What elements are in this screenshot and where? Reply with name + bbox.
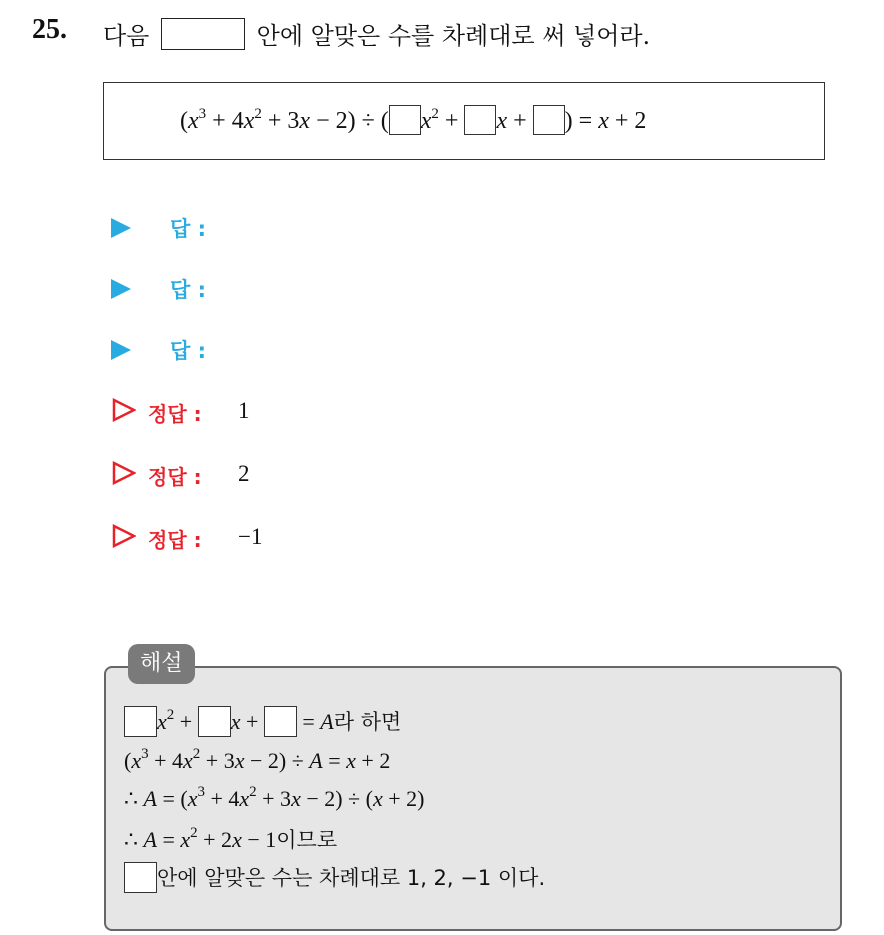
- sol-A: A: [143, 827, 157, 852]
- answer-blank-1[interactable]: [389, 105, 421, 135]
- therefore-symbol: ∴: [124, 786, 144, 811]
- question-text-after: 안에 알맞은 수를 차례대로 써 넣어라.: [256, 22, 651, 50]
- sol-term: − 1: [241, 827, 277, 852]
- sol-x: x: [180, 827, 191, 852]
- eq-x: x: [243, 108, 255, 134]
- eq-x: x: [299, 108, 311, 134]
- outline-triangle-icon: [112, 398, 136, 422]
- sol-A: A: [320, 709, 334, 734]
- blank-box: [161, 18, 245, 50]
- solution-blank: [264, 706, 297, 737]
- sol-A: A: [309, 748, 323, 773]
- eq-open: (: [180, 108, 188, 134]
- eq-sup: 3: [198, 106, 207, 122]
- sol-term: + 3: [200, 748, 235, 773]
- eq-term: + 2: [608, 108, 647, 134]
- sol-term: + 2: [197, 827, 233, 852]
- answer-label-2: 답 :: [170, 278, 206, 302]
- sol-x: x: [187, 786, 198, 811]
- answer-blank-3[interactable]: [533, 105, 565, 135]
- eq-x: x: [598, 108, 609, 134]
- correct-label-2: 정답 :: [148, 465, 202, 489]
- sol-term: =: [156, 827, 181, 852]
- answer-label-1: 답 :: [170, 217, 206, 241]
- sol-term: =: [322, 748, 347, 773]
- sol-x: x: [131, 748, 142, 773]
- sol-kr: 이므로: [276, 828, 338, 852]
- solution-blank: [198, 706, 231, 737]
- sol-x: x: [372, 786, 383, 811]
- sol-x: x: [183, 748, 193, 773]
- sol-term: + 2): [382, 786, 425, 811]
- eq-term: + 4: [206, 108, 244, 134]
- therefore-symbol: ∴: [124, 827, 144, 852]
- solution-tag: 해설: [128, 644, 195, 684]
- sol-sup: 2: [190, 825, 198, 841]
- eq-x: x: [188, 108, 199, 134]
- sol-sup: 3: [141, 746, 149, 762]
- sol-kr: 안에 알맞은 수는 차례대로 1, 2, −1 이다.: [157, 866, 546, 890]
- sol-term: (: [124, 748, 132, 773]
- sol-sup: 2: [249, 784, 257, 800]
- sol-A: A: [143, 786, 157, 811]
- eq-term: +: [507, 108, 533, 134]
- correct-value-1: 1: [238, 398, 250, 423]
- correct-value-3: −1: [238, 524, 263, 549]
- sol-x: x: [157, 709, 167, 734]
- sol-x: x: [291, 786, 301, 811]
- outline-triangle-icon: [112, 461, 136, 485]
- sol-term: =: [296, 709, 321, 734]
- equation: [180, 105, 646, 135]
- correct-label-3: 정답 :: [148, 528, 202, 552]
- sol-sup: 2: [192, 746, 201, 762]
- sol-x: x: [234, 748, 245, 773]
- eq-term: ) =: [564, 108, 599, 134]
- sol-term: = (: [156, 786, 188, 811]
- sol-term: +: [240, 709, 264, 734]
- sol-kr: 라 하면: [333, 710, 402, 734]
- correct-value-2: 2: [238, 461, 250, 486]
- solution-line-5: [124, 862, 545, 893]
- sol-term: + 4: [148, 748, 184, 773]
- solution-line-3: [124, 786, 424, 812]
- sol-sup: 3: [197, 784, 205, 800]
- outline-triangle-icon: [112, 524, 136, 548]
- solution-line-4: [124, 824, 337, 854]
- sol-x: x: [232, 827, 242, 852]
- eq-x: x: [420, 108, 432, 134]
- question-text: [103, 16, 650, 51]
- correct-label-1: 정답 :: [148, 402, 202, 426]
- sol-term: + 3: [256, 786, 292, 811]
- sol-term: + 2: [355, 748, 391, 773]
- eq-term: + 3: [261, 108, 300, 134]
- answer-label-3: 답 :: [170, 339, 206, 363]
- question-number: 25.: [32, 14, 67, 45]
- question-text-before: 다음: [103, 22, 150, 50]
- answer-blank-2[interactable]: [464, 105, 496, 135]
- sol-term: − 2) ÷: [244, 748, 310, 773]
- sol-term: − 2) ÷ (: [300, 786, 373, 811]
- sol-x: x: [239, 786, 250, 811]
- equation-box: [103, 82, 825, 160]
- solution-line-2: [124, 748, 390, 774]
- sol-term: + 4: [204, 786, 240, 811]
- eq-term: − 2) ÷ (: [310, 108, 389, 134]
- solution-line-1: [124, 706, 401, 737]
- eq-sup: 2: [254, 106, 262, 122]
- solution-blank: [124, 862, 157, 893]
- filled-triangle-icon: [111, 340, 131, 360]
- solution-blank: [124, 706, 157, 737]
- sol-sup: 2: [166, 707, 175, 723]
- sol-x: x: [346, 748, 356, 773]
- filled-triangle-icon: [111, 279, 131, 299]
- sol-x: x: [230, 709, 241, 734]
- sol-term: +: [174, 709, 198, 734]
- eq-x: x: [496, 108, 508, 134]
- eq-term: +: [438, 108, 465, 134]
- eq-sup: 2: [431, 106, 439, 122]
- filled-triangle-icon: [111, 218, 131, 238]
